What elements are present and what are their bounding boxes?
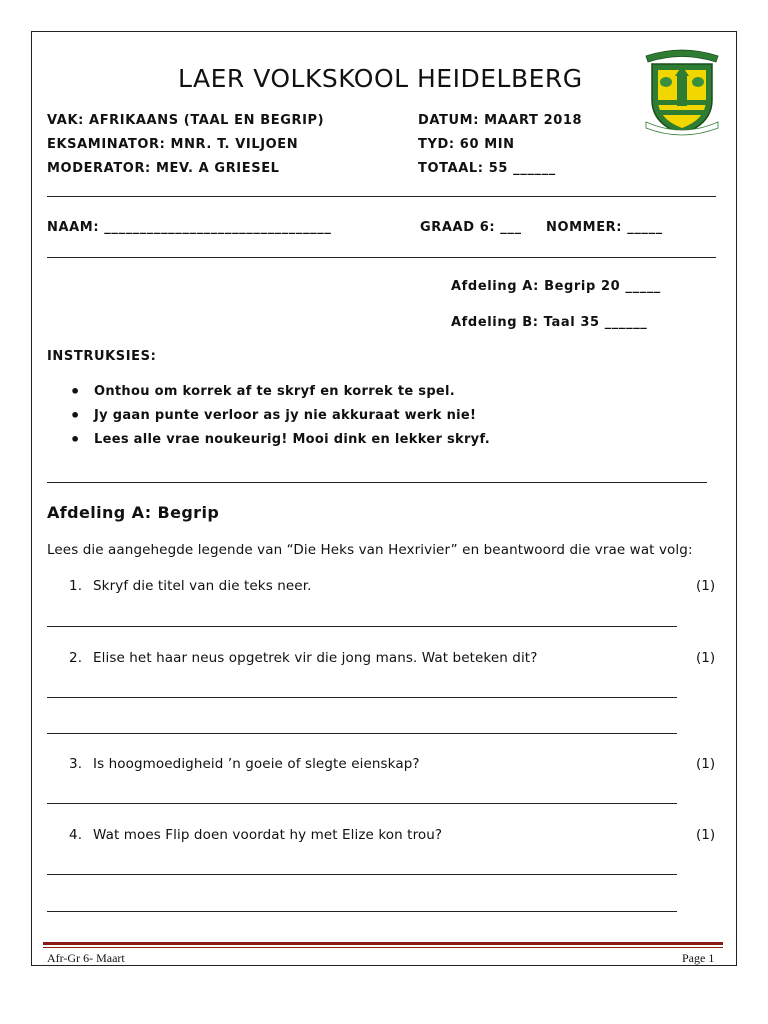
question-text: Elise het haar neus opgetrek vir die jong mans. Wat beteken dit? — [93, 650, 538, 666]
footer-left: Afr-Gr 6- Maart — [47, 951, 125, 965]
instruction-item: • Lees alle vrae noukeurig! Mooi dink en lekker skryf. — [70, 428, 490, 452]
answer-line[interactable] — [47, 911, 677, 912]
question-number: 3. — [69, 756, 83, 772]
instructions-heading: INSTRUKSIES: — [47, 349, 157, 364]
name-field[interactable]: NAAM: ________________________________ — [47, 220, 332, 235]
instructions-list — [70, 380, 490, 452]
total-label: TOTAAL: 55 ______ — [418, 161, 556, 176]
time-label: TYD: 60 MIN — [418, 137, 515, 152]
divider — [47, 257, 716, 258]
instruction-item: • Onthou om korrek af te skryf en korrek te spel. — [70, 380, 490, 404]
question-marks: (1) — [696, 756, 716, 772]
grade-field[interactable]: GRAAD 6: ___ — [420, 220, 522, 235]
footer-rule — [43, 947, 723, 948]
question-text: Is hoogmoedigheid ’n goeie of slegte eienskap? — [93, 756, 420, 772]
footer-rule — [43, 942, 723, 945]
divider — [47, 482, 707, 483]
question-text: Skryf die titel van die teks neer. — [93, 578, 312, 594]
answer-line[interactable] — [47, 697, 677, 698]
question-marks: (1) — [696, 578, 716, 594]
moderator-label: MODERATOR: MEV. A GRIESEL — [47, 161, 280, 176]
page-number: Page 1 — [682, 951, 715, 965]
question-number: 4. — [69, 827, 83, 843]
question-marks: (1) — [696, 650, 716, 666]
school-crest-icon — [638, 42, 726, 138]
section-a-intro: Lees die aangehegde legende van “Die Heks van Hexrivier” en beantwoord die vrae wat volg: — [47, 542, 693, 558]
subject-label: VAK: AFRIKAANS (TAAL EN BEGRIP) — [47, 113, 325, 128]
answer-line[interactable] — [47, 626, 677, 627]
date-label: DATUM: MAART 2018 — [418, 113, 583, 128]
question-text: Wat moes Flip doen voordat hy met Elize kon trou? — [93, 827, 443, 843]
question-marks: (1) — [696, 827, 716, 843]
examiner-label: EKSAMINATOR: MNR. T. VILJOEN — [47, 137, 299, 152]
answer-line[interactable] — [47, 803, 677, 804]
divider — [47, 196, 716, 197]
instruction-item: • Jy gaan punte verloor as jy nie akkuraat werk nie! — [70, 404, 490, 428]
section-a-heading: Afdeling A: Begrip — [47, 503, 220, 522]
page-title: LAER VOLKSKOOL HEIDELBERG — [178, 64, 583, 93]
section-a-score: Afdeling A: Begrip 20 _____ — [451, 279, 661, 294]
answer-line[interactable] — [47, 874, 677, 875]
section-b-score: Afdeling B: Taal 35 ______ — [451, 315, 648, 330]
number-field[interactable]: NOMMER: _____ — [546, 220, 663, 235]
question-number: 1. — [69, 578, 83, 594]
answer-line[interactable] — [47, 733, 677, 734]
question-number: 2. — [69, 650, 83, 666]
